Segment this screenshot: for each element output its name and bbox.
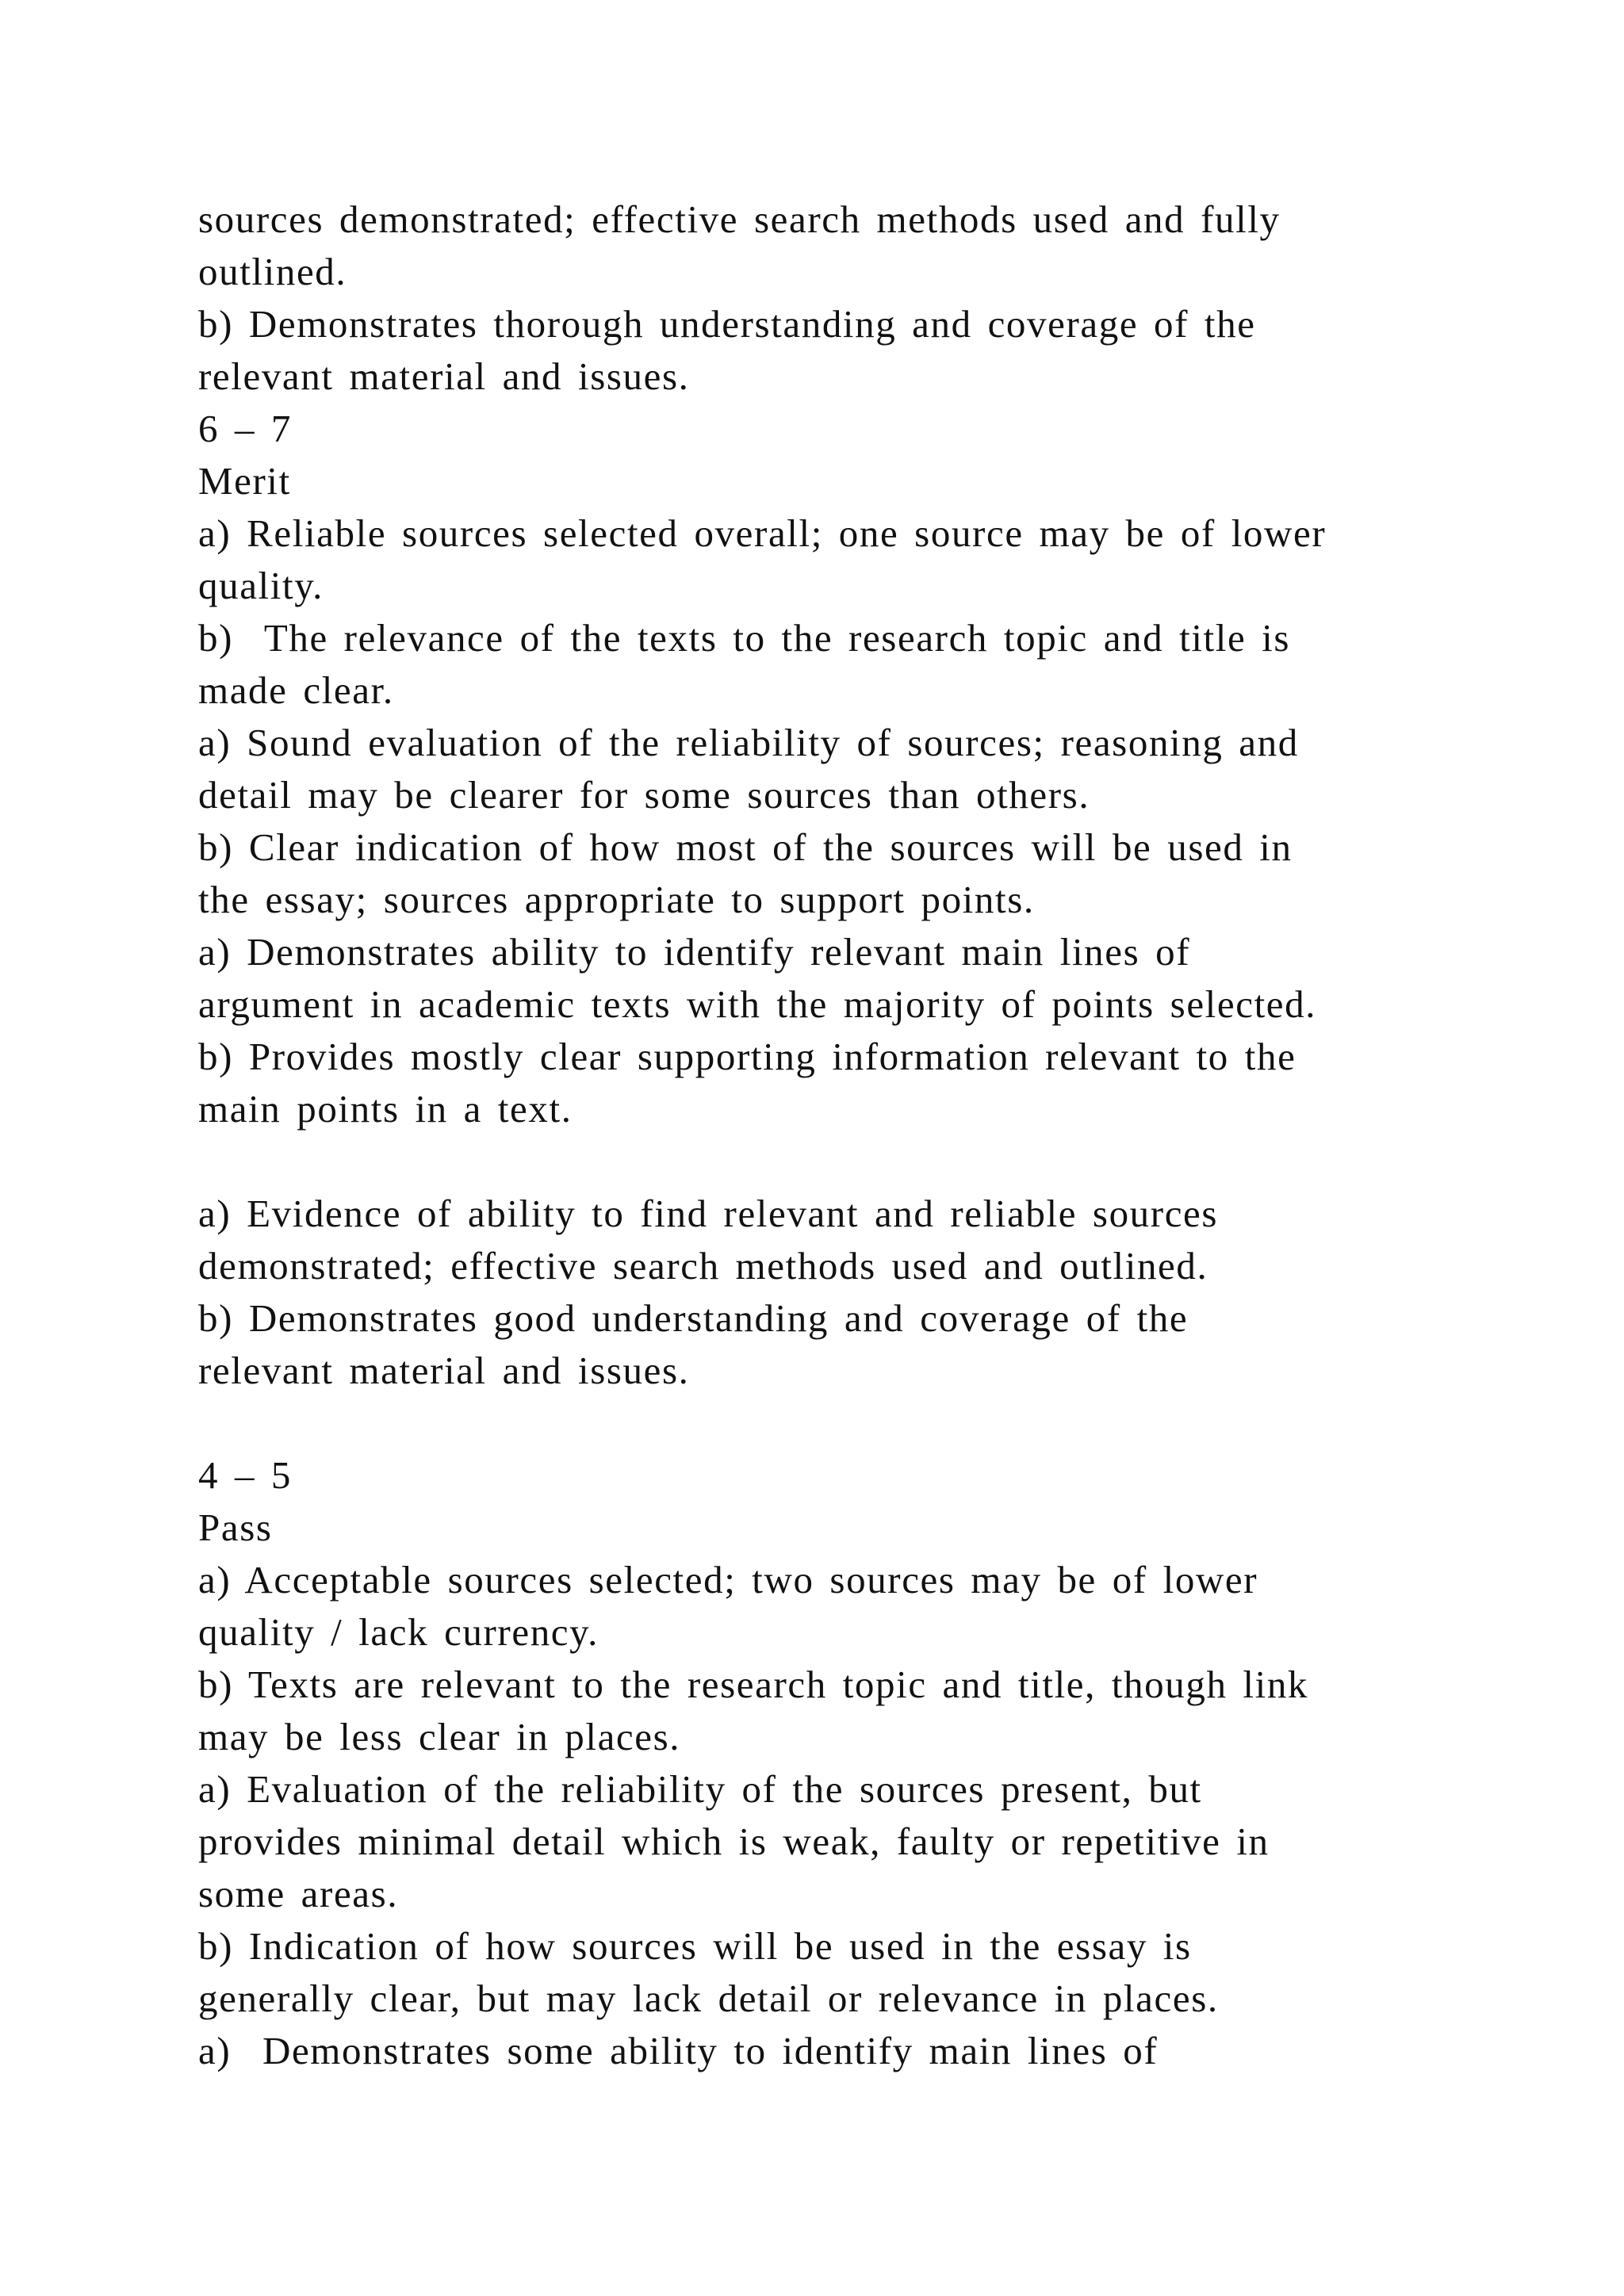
text-line: made clear. [198,668,394,712]
text-line: detail may be clearer for some sources than others. [198,773,1090,817]
text-line: quality / lack currency. [198,1610,599,1654]
text-line: outlined. [198,250,347,293]
text-line: a) Evaluation of the reliability of the sources present, but [198,1767,1202,1811]
document-body [198,193,1507,2077]
text-line: relevant material and issues. [198,1349,690,1392]
blank-line [198,1135,1507,1188]
text-line: a) Demonstrates ability to identify relevant main lines of [198,930,1191,974]
text-line: provides minimal detail which is weak, faulty or repetitive in [198,1820,1270,1863]
text-line: a) Demonstrates some ability to identify main lines of [198,2029,1159,2072]
text-line: argument in academic texts with the majority of points selected. [198,982,1317,1026]
grade-heading: Merit [198,459,291,503]
grade-heading: Pass [198,1506,273,1549]
text-line: some areas. [198,1872,399,1915]
text-line: quality. [198,564,324,607]
text-line: demonstrated; effective search methods used and outlined. [198,1244,1208,1288]
text-line: b) Indication of how sources will be used in the essay is [198,1924,1192,1968]
text-line: sources demonstrated; effective search methods used and fully [198,197,1281,241]
text-line: may be less clear in places. [198,1715,681,1758]
score-range-heading: 4 – 5 [198,1453,292,1497]
text-line: b) Demonstrates good understanding and coverage of the [198,1296,1189,1340]
text-line: a) Evidence of ability to find relevant and reliable sources [198,1192,1219,1235]
text-line: b) Clear indication of how most of the sources will be used in [198,825,1293,869]
text-line: b) Demonstrates thorough understanding and coverage of the [198,302,1256,346]
text-line: relevant material and issues. [198,354,690,398]
text-line: b) The relevance of the texts to the research topic and title is [198,616,1291,660]
blank-line [198,1397,1507,1449]
text-line: generally clear, but may lack detail or relevance in places. [198,1976,1219,2020]
text-line: a) Reliable sources selected overall; one source may be of lower [198,511,1327,555]
score-range-heading: 6 – 7 [198,407,292,450]
text-line: the essay; sources appropriate to support points. [198,878,1035,921]
text-line: a) Sound evaluation of the reliability of sources; reasoning and [198,721,1299,764]
text-line: b) Texts are relevant to the research topic and title, though link [198,1663,1309,1706]
text-line: main points in a text. [198,1087,573,1131]
text-line: b) Provides mostly clear supporting information relevant to the [198,1035,1297,1078]
text-line: a) Acceptable sources selected; two sources may be of lower [198,1558,1258,1601]
